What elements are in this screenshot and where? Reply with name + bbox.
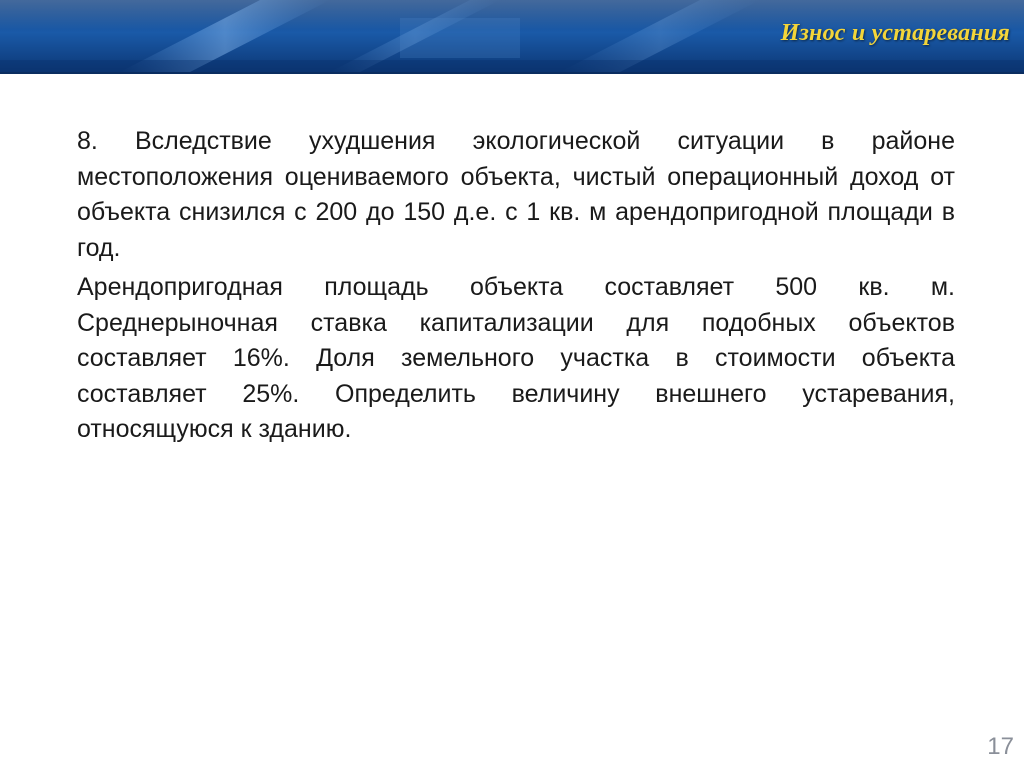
problem-paragraph: 8. Вследствие ухудшения экологической ситуации в районе местоположения оцениваемого объекта, чистый операционный доход от объекта снизился с 200 до 150 д.е. с 1 кв. м арендопригодной площади в год. bbox=[77, 127, 955, 262]
problem-conditions-paragraph: Арендопригодная площадь объекта составляет 500 кв. м. Среднерыночная ставка капитализации для подобных объектов составляет 16%. Доля земельного участка в стоимости объекта составляет 25%. Определить величину внешнего устаревания, относящуюся к зданию. bbox=[77, 273, 955, 443]
page-number: 17 bbox=[987, 733, 1014, 760]
header-band bbox=[0, 0, 1024, 74]
slide-body bbox=[77, 124, 955, 448]
slide-title: Износ и устаревания bbox=[780, 20, 1010, 46]
